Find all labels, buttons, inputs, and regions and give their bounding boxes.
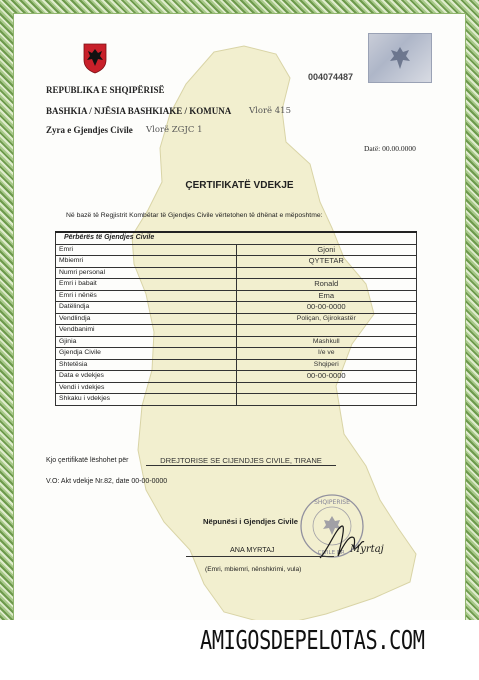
- row-label: Shtetësia: [56, 359, 237, 371]
- row-label: Emri i nënës: [56, 290, 237, 302]
- row-label: Numri personal: [56, 267, 237, 279]
- row-value: [236, 382, 417, 394]
- row-label: Vendi i vdekjes: [56, 382, 237, 394]
- handwritten-signature: [316, 520, 386, 564]
- table-row: [56, 348, 417, 360]
- office-label: Zyra e Gjendjes Civile: [46, 125, 133, 135]
- table-row: [56, 313, 417, 325]
- row-label: Datëlindja: [56, 302, 237, 314]
- hologram-eagle-icon: [387, 44, 413, 72]
- row-value: Mashkull: [236, 336, 417, 348]
- table-header-row: [56, 232, 417, 244]
- table-row: [56, 290, 417, 302]
- row-label: Vendlindja: [56, 313, 237, 325]
- official-title: Nëpunësi i Gjendjes Civile: [203, 517, 298, 526]
- seal-top-text: SHQIPËRISË: [314, 499, 350, 506]
- row-value: Shqiperi: [236, 359, 417, 371]
- row-label: Mbiemri: [56, 256, 237, 268]
- issued-for-label: Kjo çertifikatë lëshohet për: [46, 457, 129, 464]
- row-label: Emri: [56, 244, 237, 256]
- row-value: [236, 394, 417, 406]
- civil-status-table: [55, 231, 417, 406]
- row-value: Poliçan, Gjirokastër: [236, 313, 417, 325]
- office-value: Vlorë ZGJC 1: [146, 125, 203, 135]
- table-row: [56, 244, 417, 256]
- issue-date: Datë: 00.00.0000: [364, 144, 416, 153]
- table-row: [56, 394, 417, 406]
- municipality-value: Vlorë 415: [249, 106, 291, 116]
- row-label: Shkaku i vdekjes: [56, 394, 237, 406]
- row-label: Gjinia: [56, 336, 237, 348]
- signature-line: [186, 556, 334, 557]
- row-label: Emri i babait: [56, 279, 237, 291]
- row-value: 00-00-0000: [236, 371, 417, 383]
- table-row: [56, 267, 417, 279]
- row-value: [236, 325, 417, 337]
- row-value: QYTETAR: [236, 256, 417, 268]
- row-value: I/e ve: [236, 348, 417, 360]
- row-value: 00-00-0000: [236, 302, 417, 314]
- row-value: [236, 267, 417, 279]
- row-label: Data e vdekjes: [56, 371, 237, 383]
- signature-caption: (Emri, mbiemri, nënshkrimi, vula): [205, 566, 302, 573]
- seal-bottom-text: CIVILE NR.: [317, 550, 347, 556]
- intro-text: Në bazë të Regjistrit Kombëtar të Gjendjes Civile vërtetohen të dhënat e mëposhtme:: [66, 212, 323, 219]
- table-heading: Përbërës të Gjendjes Civile: [56, 232, 417, 244]
- table-row: [56, 371, 417, 383]
- table-row: [56, 382, 417, 394]
- site-watermark: AMIGOSDEPELOTAS.COM: [200, 626, 425, 656]
- death-act-reference: V.O: Akt vdekje Nr.82, date 00-00-0000: [46, 478, 168, 485]
- hologram-stamp: [368, 33, 432, 83]
- row-label: Gjendja Civile: [56, 348, 237, 360]
- row-value: Gjoni: [236, 244, 417, 256]
- row-value: Ema: [236, 290, 417, 302]
- official-name: ANA MYRTAJ: [230, 545, 275, 554]
- table-row: [56, 336, 417, 348]
- certificate-title: ÇERTIFIKATË VDEKJE: [185, 180, 294, 191]
- issued-for-value: DREJTORISE SE CIJENDJES CIVILE, TIRANE: [146, 456, 336, 466]
- table-row: [56, 279, 417, 291]
- signature-script: Myrtaj: [350, 544, 384, 555]
- row-value: Ronald: [236, 279, 417, 291]
- table-row: [56, 302, 417, 314]
- row-label: Vendbanimi: [56, 325, 237, 337]
- serial-number: 004074487: [308, 72, 354, 82]
- table-row: [56, 256, 417, 268]
- republic-heading: REPUBLIKA E SHQIPËRISË: [46, 85, 165, 95]
- table-row: [56, 325, 417, 337]
- table-row: [56, 359, 417, 371]
- albanian-emblem-icon: [82, 42, 108, 74]
- municipality-label: BASHKIA / NJËSIA BASHKIAKE / KOMUNA: [46, 106, 232, 116]
